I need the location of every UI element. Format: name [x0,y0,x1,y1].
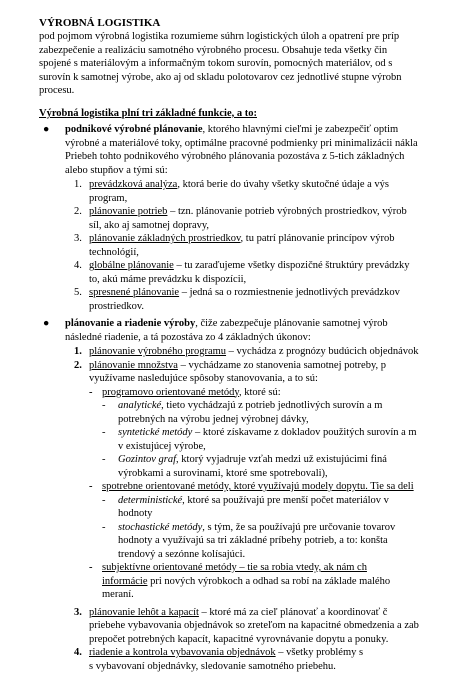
bullet-icon: ● [43,318,50,329]
intro-line: pod pojmom výrobná logistika rozumieme súhrn logistických úloh a opatrení pre príp [39,31,400,42]
item-text: – vychádzame zo stanovenia samotnej potreby, p [177,359,387,371]
bullet-title: podnikové výrobné plánovanie [65,124,203,135]
method-label: programovo orientované metódy [102,386,239,398]
sub-term: analytické [118,400,162,411]
sub-text: , tieto vychádzajú z potrieb jednotlivých surovín a m [161,400,383,411]
bullet-icon: ● [43,124,50,135]
bullet-line: výrobné a materiálové toky, optimálne pracovné podmienky pri minimalizácii nákla [65,137,418,149]
item-text: – jedná sa o rozmiestnenie jednotlivých prevádzkov [179,287,400,298]
sub-term: syntetické metódy [118,427,193,438]
dash-icon: - [102,454,106,465]
item-term: globálne plánovanie [89,260,174,271]
sub-text: , s tým, že sa používajú pre určovanie tovarov [202,521,396,533]
item-text: , ktorá berie do úvahy všetky skutočné údaje a výs [177,179,390,190]
sub-term: Gozintov graf [118,454,177,465]
sub-cont: hodnoty a využívajú sa tri základné príbehy potrieb, a to: konšta [118,535,388,546]
method-cont: meraní. [102,589,134,600]
intro-line: zabezpečenie a realizáciu samotného výrobného procesu. Obsahuje teda všetky čin [39,44,388,56]
sub-method [102,453,466,480]
bullet-title: plánovanie a riadenie výroby [65,318,196,329]
dash-icon: - [89,386,93,398]
list-item [74,178,466,205]
list-item [74,646,466,673]
intro-line: surovín k samotnej výrobe, ako aj od skladu polotovarov cez jednotlivé stupne výrobn [39,71,402,83]
intro-paragraph [39,30,466,98]
item-text: – vychádza z prognózy budúcich objednávok [226,346,419,357]
item-number: 5. [74,287,82,298]
item-cont: technológií, [89,246,139,258]
item-cont: priebehe vybavovania objednávok so zreteľom na kapacitné obmedzenia a zab [89,620,419,631]
sub-method [102,426,466,453]
sub-cont: hodnoty [118,508,153,519]
list-item [74,232,466,259]
dash-icon: - [102,494,106,506]
bullet-text: , čiže zabezpečuje plánovanie samotnej výrob [195,318,388,329]
document-page [39,16,466,673]
sub-cont: výrobkami a surovinami, ktoré sme spotrebovali), [118,467,328,479]
list-item [74,286,466,313]
bullet-line: alebo stupňov a tými sú: [65,164,168,176]
sub-method [102,494,466,521]
bullet-production-planning [39,123,466,313]
item-cont: prostriedkov. [89,300,145,312]
page-title: VÝROBNÁ LOGISTIKA [39,17,161,29]
item-number: 4. [74,260,82,271]
item-cont: využívame nasledujúce spôsoby stanovovania, a to sú: [89,373,318,384]
item-term: plánovanie lehôt a kapacít [89,606,199,618]
control-steps-list [74,345,466,673]
item-cont: síl, ako aj samotnej dopravy, [89,219,210,231]
intro-line: spojené s materiálovým a informačným tokom surovín, pomocných materiálov, od s [39,58,393,69]
bullet-line: Priebeh tohto podnikového výrobného plánovania pozostáva z 5-tich základných [65,151,405,162]
item-text: – všetky problémy s [275,647,364,658]
item-term: plánovanie množstva [89,359,178,371]
sub-term: deterministické [118,494,183,506]
item-term: plánovanie výrobného programu [89,346,227,357]
method-cont-term: informácie [102,575,148,587]
sub-method [102,399,466,426]
item-number: 1. [74,346,82,357]
sub-cont: trendový a sezónne kolísajúci. [118,548,246,560]
list-item [74,259,466,286]
sub-term: stochastické metódy [118,521,203,533]
list-item [74,359,466,602]
item-cont: prepočet potrebných kapacít, kapacitné vyrovnávanie dopytu a ponuky. [89,633,389,645]
item-number: 1. [74,179,82,190]
item-term: plánovanie základných prostriedkov [89,233,241,244]
method-tail: , ktoré sú: [238,386,281,398]
item-text: – tzn. plánovanie potrieb výrobných prostriedkov, výrob [167,206,407,217]
bullet-text: , ktorého hlavnými cieľmi je zabezpečiť optim [202,124,399,135]
method-item [89,386,466,481]
method-cont: pri nových výrobkoch a odhad sa robí na základe malého [147,575,391,587]
item-text: , tu patrí plánovanie princípov výrob [240,233,395,244]
list-item [74,205,466,232]
dash-icon: - [89,562,93,573]
item-term: prevádzková analýza [89,179,178,190]
sub-cont: v existujúcej výrobe, [118,440,206,452]
list-item [74,606,466,647]
item-number: 2. [74,206,82,217]
item-text: – tu zaraďujeme všetky dispozičné štruktúry prevádzky [173,260,410,271]
item-cont: to, akú máme prevádzku k dispozícii, [89,273,247,285]
method-label: subjektívne orientované metódy – tie sa robia vtedy, ak nám ch [102,562,367,573]
item-cont: s vybavovaní objednávky, sledovanie samotného priebehu. [89,660,336,672]
section-title: Výrobná logistika plní tri základné funkcie, a to: [39,107,257,119]
item-text: – ktoré má za cieľ plánovať a koordinovať č [198,606,388,618]
dash-icon: - [102,427,106,438]
item-term: spresnené plánovanie [89,287,180,298]
item-term: riadenie a kontrola vybavovania objednávok [89,647,276,658]
item-number: 4. [74,647,82,658]
sub-text: , ktoré sa používajú pre menší počet materiálov v [182,494,389,506]
planning-steps-list [74,178,466,313]
item-number: 3. [74,606,82,618]
sub-text: – ktoré získavame z dokladov použitých surovín a m [192,427,417,438]
method-item [89,480,466,561]
method-label: spotrebne orientované metódy, ktoré využívajú modely dopytu. Tie sa deli [102,481,414,492]
item-number: 2. [74,359,82,371]
sub-text: , ktorý vyjadruje vzťah medzi už existujúcimi finá [176,454,387,465]
item-number: 3. [74,233,82,244]
dash-icon: - [89,481,93,492]
sub-cont: potrebných na výrobu jednej výrobnej dávky, [118,413,309,425]
dash-icon: - [102,521,106,533]
bullet-production-control [39,317,466,673]
sub-method [102,521,466,562]
bullet-line: následné riadenie, a tá pozostáva zo 4 základných úkonov: [65,331,311,343]
method-item [89,561,466,602]
intro-line: procesu. [39,85,75,96]
item-cont: program, [89,192,128,204]
list-item [74,345,466,359]
item-term: plánovanie potrieb [89,206,168,217]
dash-icon: - [102,400,106,411]
